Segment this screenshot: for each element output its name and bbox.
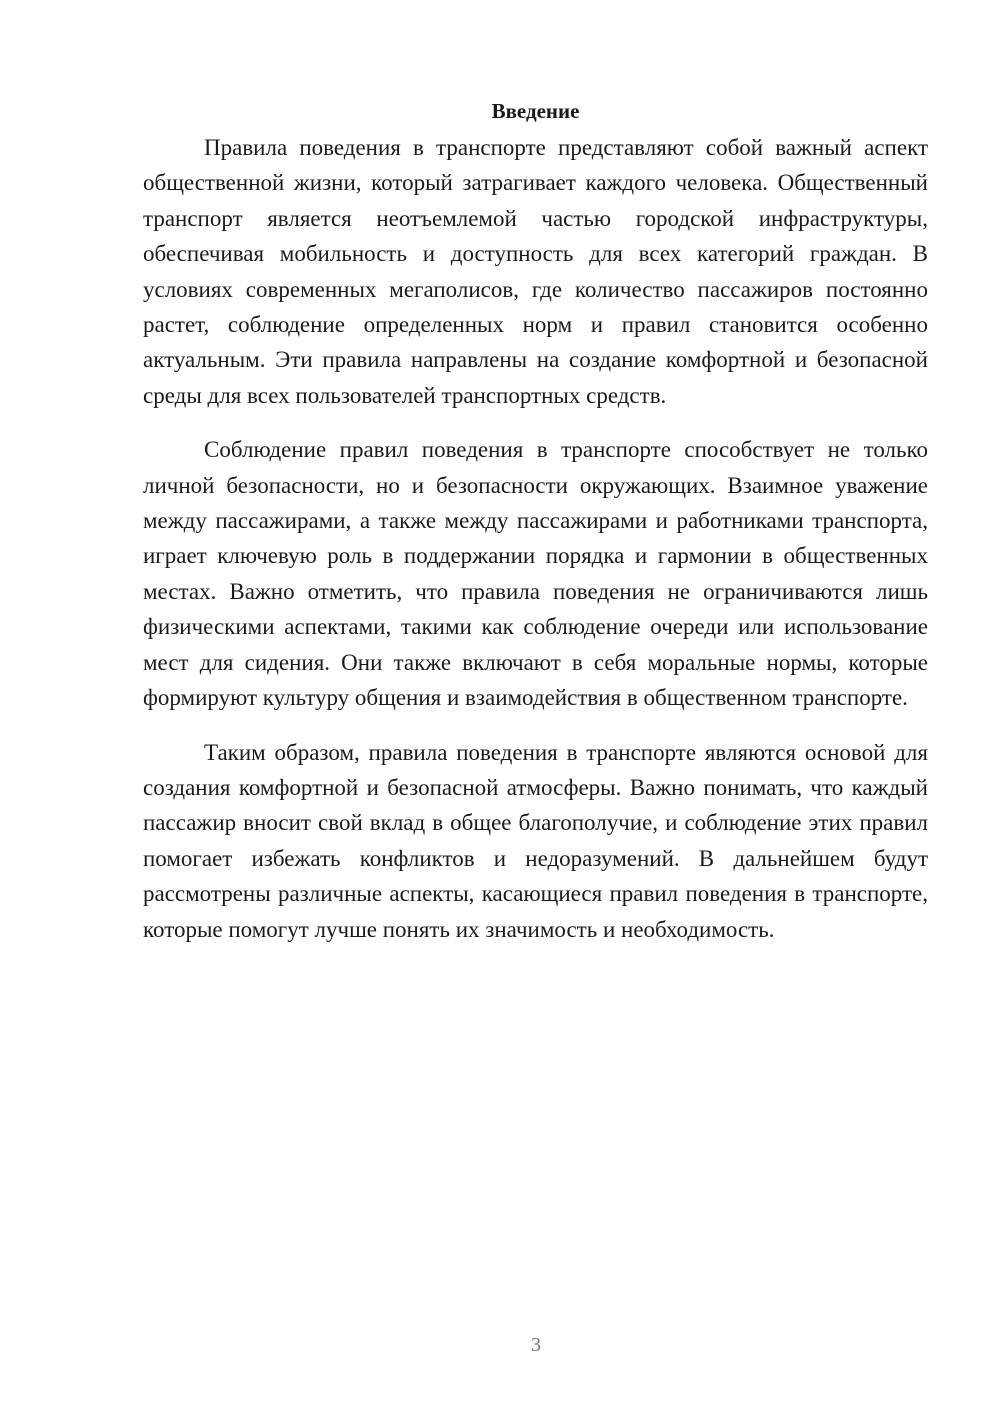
- page-number: 3: [531, 1334, 541, 1356]
- section-heading: Введение: [491, 99, 580, 123]
- document-page: [143, 96, 928, 947]
- paragraph-3: Таким образом, правила поведения в транспорте являются основой для создания комфортной и безопасной атмосферы. Важно понимать, что каждый пассажир вносит свой вклад в общее благополучие, и соблюдение этих правил помогает избежать конфликтов и недоразумений. В дальнейшем будут рассмотрены различные аспекты, касающиеся правил поведения в транспорте, которые помогут лучше понять их значимость и необходимость.: [143, 739, 928, 942]
- paragraph-1: Правила поведения в транспорте представляют собой важный аспект общественной жизни, который затрагивает каждого человека. Общественный транспорт является неотъемлемой частью городской инфраструктуры, обеспечивая мобильность и доступность для всех категорий граждан. В условиях современных мегаполисов, где количество пассажиров постоянно растет, соблюдение определенных норм и правил становится особенно актуальным. Эти правила направлены на создание комфортной и безопасной среды для всех пользователей транспортных средств.: [143, 135, 928, 408]
- paragraph-2: Соблюдение правил поведения в транспорте способствует не только личной безопасности, но и безопасности окружающих. Взаимное уважение между пассажирами, а также между пассажирами и работниками транспорта, играет ключевую роль в поддержании порядка и гармонии в общественных местах. Важно отметить, что правила поведения не ограничиваются лишь физическими аспектами, такими как соблюдение очереди или использование мест для сидения. Они также включают в себя моральные нормы, которые формируют культуру общения и взаимодействия в общественном транспорте.: [143, 437, 928, 711]
